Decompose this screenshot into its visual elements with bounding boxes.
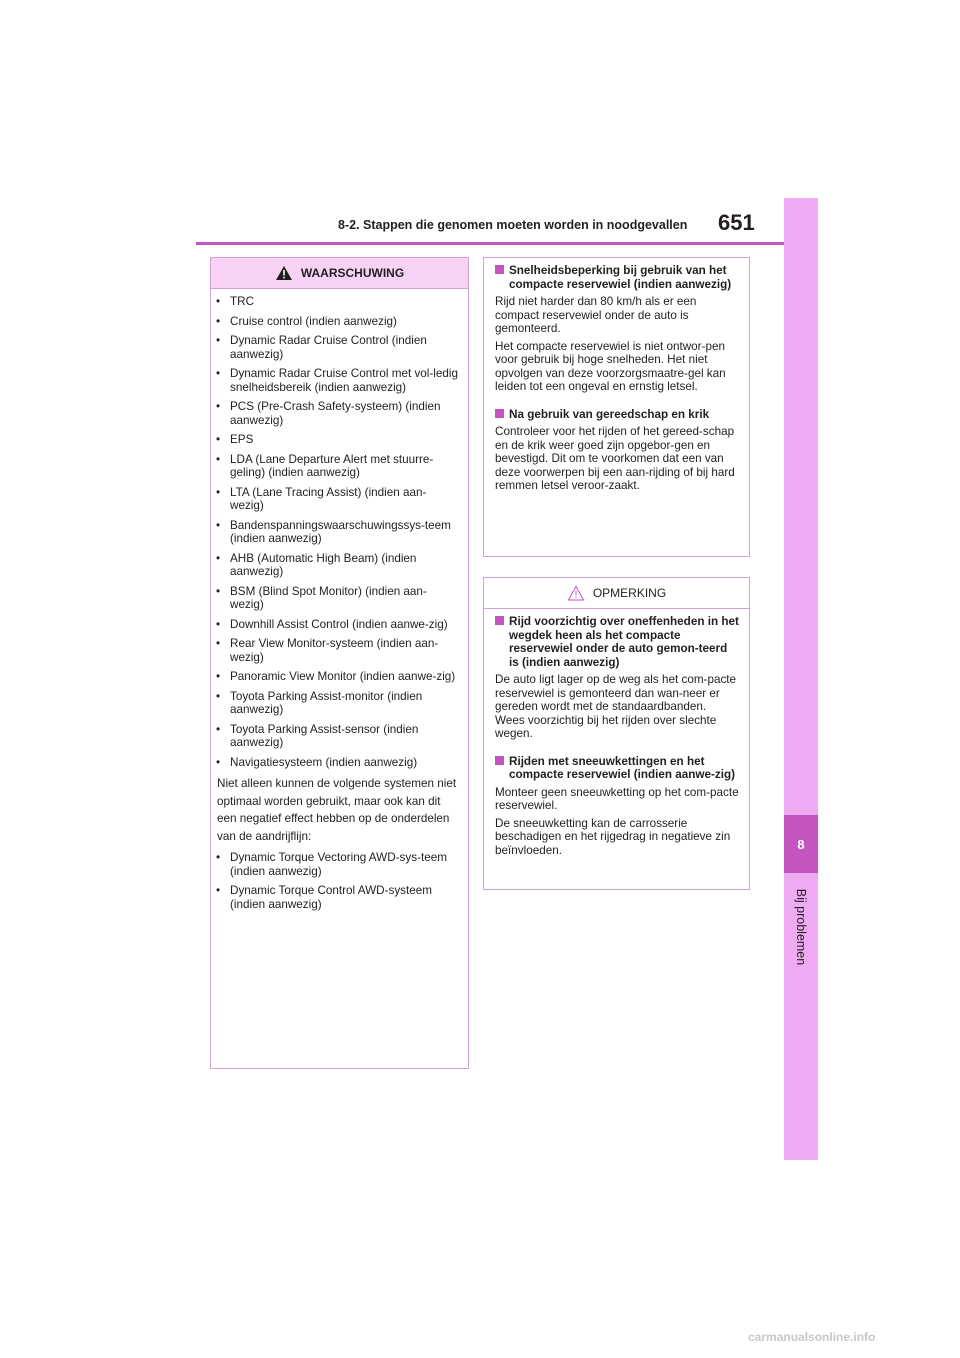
warning-paragraph: Niet alleen kunnen de volgende systemen niet optimaal worden gebruikt, maar ook kan dit een negatief effect hebben op de onderdelen van de aandrijflijn: [217,777,457,843]
box-section [484,749,749,858]
header-title: 8-2. Stappen die genomen moeten worden in noodgevallen [338,218,688,232]
page-number: 651 [718,210,755,235]
warning-list-item: • LDA (Lane Departure Alert met stuurre-geling) (indien aanwezig) [216,453,458,480]
side-chapter-tab[interactable] [784,815,818,873]
warning-list-item: • AHB (Automatic High Beam) (indien aanwezig) [216,552,458,579]
section-title-text: Rijden met sneeuwkettingen en het compacte reservewiel (indien aanwe-zig) [509,754,736,781]
side-band [784,198,818,1160]
warning-box-header [211,258,468,289]
section-paragraph: De auto ligt lager op de weg als het com-pacte reservewiel is gemonteerd dan wan-neer er gereden wordt met de standaardbanden. Wees voorzichtig bij het rijden over slechte wegen. [495,673,737,740]
warning-list-item: • Rear View Monitor-systeem (indien aan-wezig) [216,637,458,664]
chapter-number: 8 [797,836,805,852]
warning-list-item: • Toyota Parking Assist-monitor (indien aanwezig) [216,690,458,717]
box-section [484,402,749,493]
warning-list-2 [211,849,468,911]
warning-list-item: • Navigatiesysteem (indien aanwezig) [216,756,458,770]
warning-list-item: • Toyota Parking Assist-sensor (indien aanwezig) [216,723,458,750]
square-bullet-icon [495,265,504,274]
warning-list-item: • Downhill Assist Control (indien aanwe-zig) [216,618,458,632]
section-paragraph: Rijd niet harder dan 80 km/h als er een compact reservewiel onder de auto is gemonteerd. [495,295,697,335]
square-bullet-icon [495,756,504,765]
section-title-text: Snelheidsbeperking bij gebruik van het compacte reservewiel (indien aanwezig) [509,264,732,291]
section-paragraph: Het compacte reservewiel is niet ontwor-pen voor gebruik bij hoge snelheden. Het niet opvolgen van deze voorzorgsmaatre-gel kan leiden tot een ongeval en ernstig letsel. [495,339,726,393]
caution-icon [567,585,585,601]
chapter-label: Bij problemen [794,888,808,966]
warning-list-1 [211,289,468,769]
warning-box [210,257,469,1069]
note-title: OPMERKING [592,586,667,600]
section-title [495,755,739,782]
box-section [484,609,749,749]
warning-list-item: • LTA (Lane Tracing Assist) (indien aan-wezig) [216,486,458,513]
section-gap [495,741,739,749]
section-gap [495,394,739,402]
info-box [483,257,750,557]
warning-list-item: • PCS (Pre-Crash Safety-systeem) (indien aanwezig) [216,400,458,427]
section-title [495,615,739,669]
note-sections [484,609,749,857]
warning-list-item: • Panoramic View Monitor (indien aanwe-zig) [216,670,458,684]
warning-list-item: • Cruise control (indien aanwezig) [216,315,458,329]
section-title [495,264,739,291]
note-box-header [484,578,749,609]
section-title-text: Rijd voorzichtig over oneffenheden in het wegdek heen als het compacte reservewiel onder de auto gemon-teerd is (indien aanwezig) [509,615,739,669]
section-paragraph: De sneeuwketting kan de carrosserie beschadigen en het rijgedrag in negatieve zin beïnvloeden. [495,816,731,857]
section-title [495,408,739,422]
warning-list-item: • Bandenspanningswaarschuwingssys-teem (indien aanwezig) [216,519,458,546]
square-bullet-icon [495,616,504,625]
header-rule [196,242,784,245]
warning-list-item: • BSM (Blind Spot Monitor) (indien aan-wezig) [216,585,458,612]
section-title-text: Na gebruik van gereedschap en krik [509,407,710,421]
warning-list-item: • Dynamic Torque Vectoring AWD-sys-teem (indien aanwezig) [216,851,458,878]
note-box [483,577,750,890]
section-paragraph: Monteer geen sneeuwketting op het com-pacte reservewiel. [495,785,739,812]
warning-list-item: • EPS [216,433,458,447]
square-bullet-icon [495,409,504,418]
warning-list-item: • Dynamic Radar Cruise Control (indien aanwezig) [216,334,458,361]
box-section [484,258,749,402]
footer-watermark[interactable]: carmanualsonline.info [748,1330,876,1344]
warning-list-item: • TRC [216,295,458,309]
section-paragraph: Controleer voor het rijden of het gereed-schap en de krik weer goed zijn opgebor-gen en bevestigd. Dit om te voorkomen dat een van deze voorwerpen bij een aan-rijding of bij hard remmen letsel veroor-zaakt. [495,425,735,492]
warning-icon [275,265,293,281]
warning-list-item: • Dynamic Torque Control AWD-systeem (indien aanwezig) [216,884,458,911]
warning-title: WAARSCHUWING [300,266,405,280]
warning-list-item: • Dynamic Radar Cruise Control met vol-ledig snelheidsbereik (indien aanwezig) [216,367,458,394]
